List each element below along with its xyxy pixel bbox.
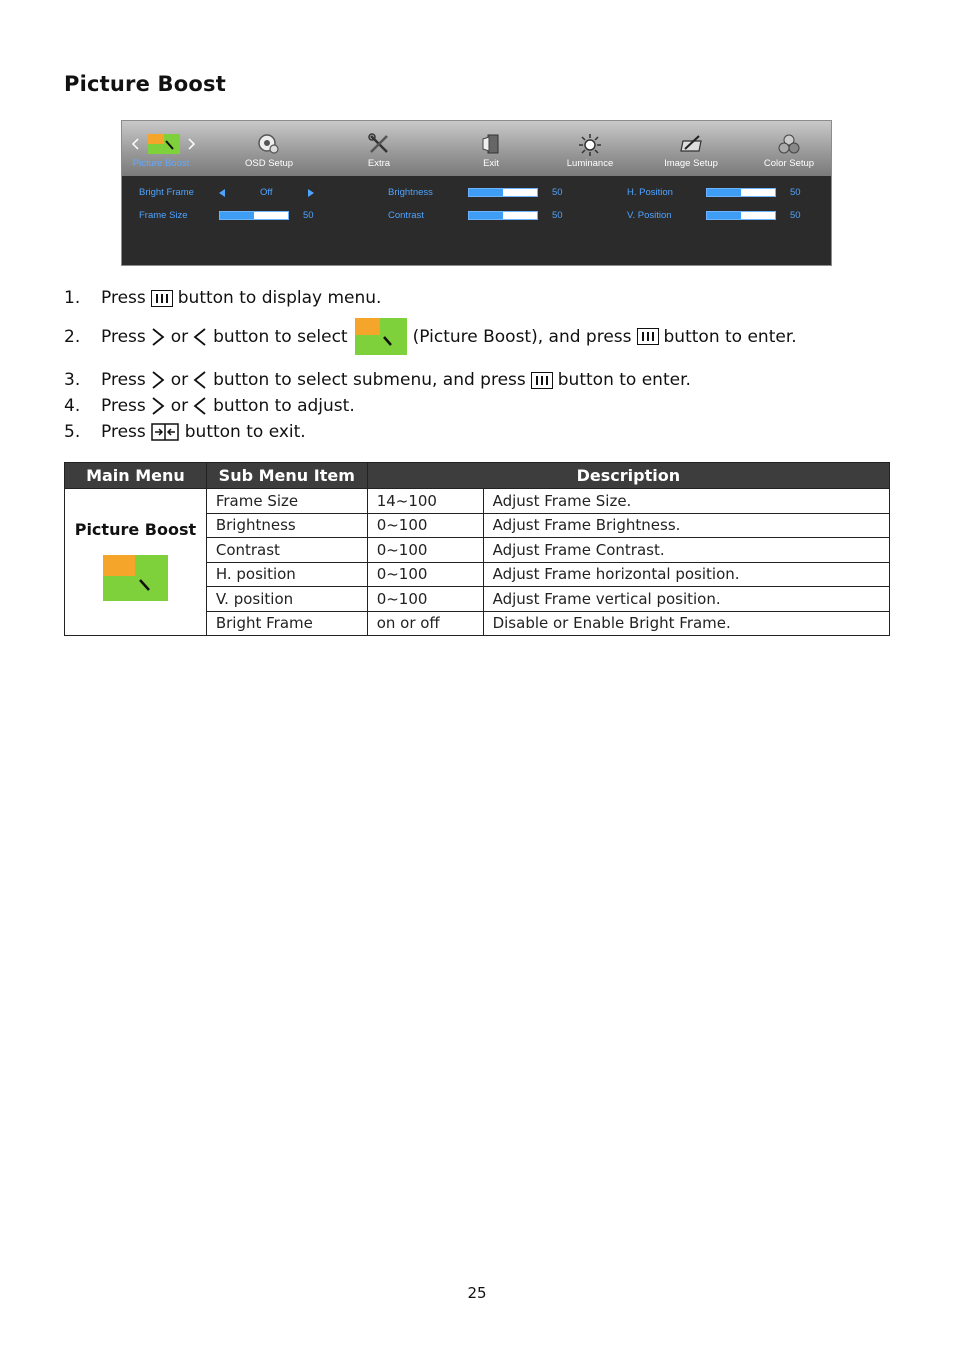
menu-table (64, 462, 890, 636)
step-text: button to display menu. (177, 288, 382, 308)
osd-tab-label: Luminance (566, 158, 614, 169)
sub-item-cell: V. position (206, 587, 367, 612)
osd-tab-label: OSD Setup (244, 158, 294, 169)
page-title: Picture Boost (64, 72, 226, 96)
osd-item-v-position[interactable]: V. Position (627, 210, 672, 221)
step-text: or (170, 370, 189, 390)
step-text: button to enter. (663, 326, 797, 347)
step-text: or (170, 396, 189, 416)
step-text: button to select submenu, and press (213, 370, 526, 390)
arrow-left-icon[interactable] (219, 189, 225, 197)
picture-boost-icon (126, 133, 196, 155)
osd-item-frame-size[interactable]: Frame Size (139, 210, 188, 221)
extra-tools-icon (368, 133, 390, 155)
desc-cell: Adjust Frame vertical position. (483, 587, 889, 612)
osd-tab-osd-setup[interactable] (230, 121, 308, 176)
header-main-menu: Main Menu (65, 463, 207, 489)
desc-cell: Adjust Frame Brightness. (483, 513, 889, 538)
contrast-slider[interactable] (468, 211, 538, 220)
menu-button-icon (151, 290, 173, 307)
main-menu-cell (65, 489, 207, 636)
step-text: button to exit. (184, 422, 306, 442)
table-row (65, 489, 890, 514)
step-text: Press (101, 326, 146, 347)
brightness-slider[interactable] (468, 188, 538, 197)
arrow-right-icon[interactable] (308, 189, 314, 197)
page-number: 25 (467, 1284, 487, 1302)
h-position-slider[interactable] (706, 188, 776, 197)
step-text: Press (101, 288, 146, 308)
step-text: Press (101, 396, 146, 416)
osd-tab-color-setup[interactable] (750, 121, 828, 176)
step-text: Press (101, 422, 146, 442)
header-description: Description (367, 463, 889, 489)
sub-item-cell: Contrast (206, 538, 367, 563)
step-text: button to adjust. (213, 396, 355, 416)
exit-button-icon (151, 423, 179, 441)
step-1 (64, 288, 386, 308)
step-2 (64, 318, 802, 355)
picture-boost-icon (103, 555, 168, 601)
sub-item-cell: H. position (206, 562, 367, 587)
picture-boost-icon (355, 318, 407, 355)
sub-item-cell: Brightness (206, 513, 367, 538)
osd-tab-picture-boost[interactable] (122, 121, 200, 176)
frame-size-value: 50 (303, 210, 314, 221)
step-number: 5. (64, 422, 81, 442)
range-cell: 0~100 (367, 538, 483, 563)
brightness-value: 50 (552, 187, 563, 198)
luminance-sun-icon (578, 133, 602, 157)
osd-item-bright-frame[interactable]: Bright Frame (139, 187, 194, 198)
chevron-left-icon (193, 371, 207, 389)
chevron-right-icon (151, 397, 165, 415)
step-4 (64, 396, 360, 416)
main-menu-label: Picture Boost (74, 519, 197, 539)
step-number: 2. (64, 326, 81, 347)
osd-menu (121, 120, 832, 266)
chevron-left-icon (193, 397, 207, 415)
osd-setup-icon (257, 133, 281, 155)
range-cell: 14~100 (367, 489, 483, 514)
step-5 (64, 422, 311, 442)
table-header-row (65, 463, 890, 489)
color-setup-icon (777, 133, 801, 155)
step-text: button to select (213, 326, 348, 347)
osd-bright-frame-value: Off (260, 187, 273, 198)
osd-tab-image-setup[interactable] (652, 121, 730, 176)
frame-size-slider[interactable] (219, 211, 289, 220)
range-cell: 0~100 (367, 562, 483, 587)
desc-cell: Adjust Frame Size. (483, 489, 889, 514)
osd-tab-label: Picture Boost (132, 158, 190, 169)
range-cell: 0~100 (367, 587, 483, 612)
chevron-left-icon (193, 328, 207, 346)
osd-tab-label: Exit (483, 158, 499, 169)
image-setup-icon (679, 133, 703, 155)
h-position-value: 50 (790, 187, 801, 198)
osd-tab-label: Extra (367, 158, 391, 169)
v-position-slider[interactable] (706, 211, 776, 220)
range-cell: on or off (367, 611, 483, 636)
osd-item-h-position[interactable]: H. Position (627, 187, 673, 198)
menu-button-icon (531, 372, 553, 389)
exit-door-icon (480, 133, 502, 155)
chevron-right-icon (151, 371, 165, 389)
desc-cell: Disable or Enable Bright Frame. (483, 611, 889, 636)
contrast-value: 50 (552, 210, 563, 221)
step-text: button to enter. (557, 370, 691, 390)
desc-cell: Adjust Frame horizontal position. (483, 562, 889, 587)
header-sub-menu-item: Sub Menu Item (206, 463, 367, 489)
step-3 (64, 370, 696, 390)
osd-tab-bar (122, 121, 831, 176)
osd-tab-exit[interactable] (452, 121, 530, 176)
osd-tab-luminance[interactable] (551, 121, 629, 176)
osd-tab-label: Image Setup (664, 158, 718, 169)
range-cell: 0~100 (367, 513, 483, 538)
sub-item-cell: Bright Frame (206, 611, 367, 636)
step-text: or (170, 326, 189, 347)
osd-item-brightness[interactable]: Brightness (388, 187, 433, 198)
step-number: 1. (64, 288, 81, 308)
osd-tab-extra[interactable] (340, 121, 418, 176)
sub-item-cell: Frame Size (206, 489, 367, 514)
desc-cell: Adjust Frame Contrast. (483, 538, 889, 563)
step-number: 3. (64, 370, 81, 390)
step-text: (Picture Boost), and press (412, 326, 632, 347)
osd-item-contrast[interactable]: Contrast (388, 210, 424, 221)
menu-button-icon (637, 328, 659, 345)
chevron-right-icon (151, 328, 165, 346)
osd-tab-label: Color Setup (763, 158, 815, 169)
step-number: 4. (64, 396, 81, 416)
step-text: Press (101, 370, 146, 390)
v-position-value: 50 (790, 210, 801, 221)
